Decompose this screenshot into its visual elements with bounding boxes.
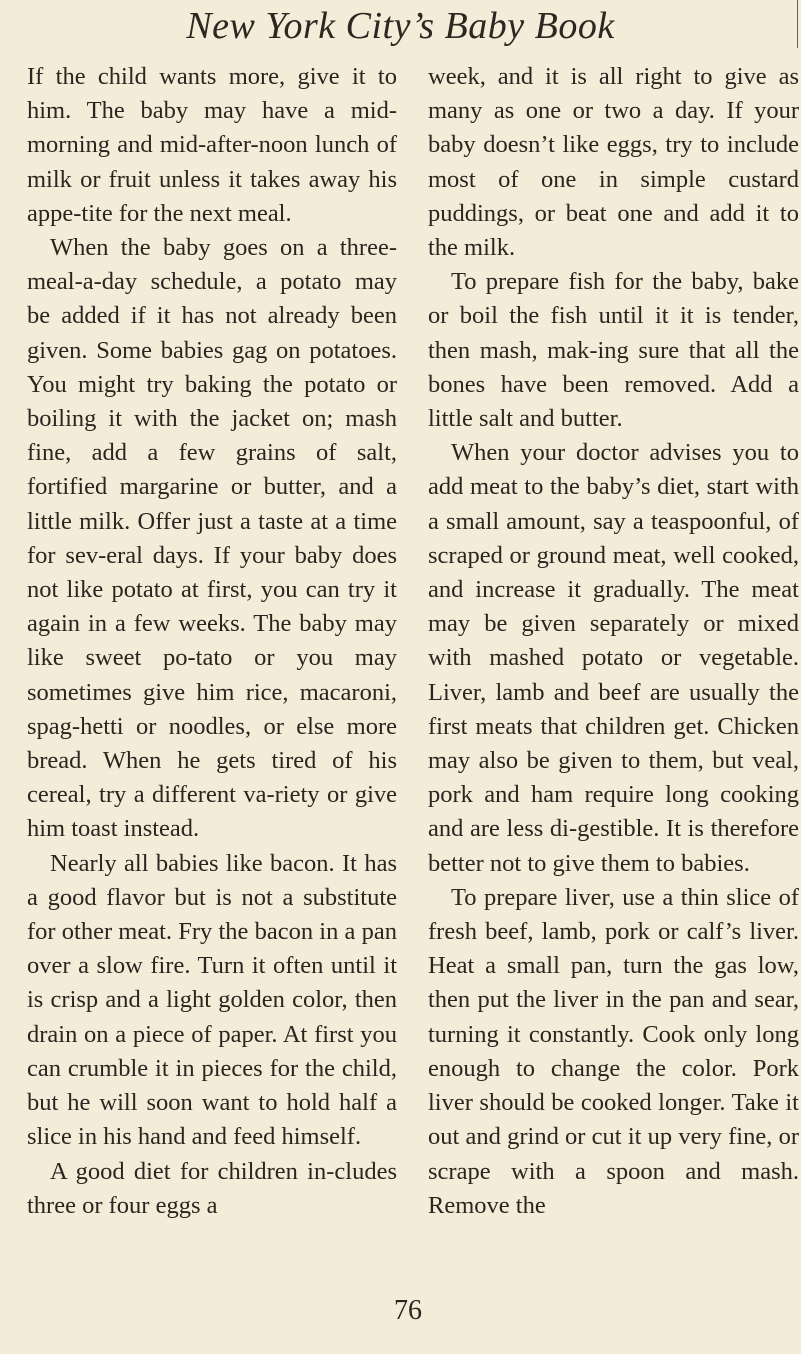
running-header: New York City’s Baby Book: [186, 5, 615, 47]
left-column: [27, 60, 397, 1223]
paragraph: To prepare fish for the baby, bake or boil the fish until it it is tender, then mash, mak-ing sure that all the bones have been removed. Add a little salt and butter.: [428, 268, 799, 433]
paragraph: week, and it is all right to give as many as one or two a day. If your baby doesn’t like eggs, try to include most of one in simple custard puddings, or beat one and add it to the milk.: [428, 63, 799, 262]
paragraph: When the baby goes on a three-meal-a-day schedule, a potato may be added if it has not already been given. Some babies gag on potatoes. You might try baking the potato or boiling it with the jacket on; mash fine, add a few grains of salt, fortified margarine or butter, and a little milk. Offer just a taste at a time for sev-eral days. If your baby does not like potato at first, you can try it again in a few weeks. The baby may like sweet po-tato or you may sometimes give him rice, macaroni, spag-hetti or noodles, or else more bread. When he gets tired of his cereal, try a different va-riety or give him toast instead.: [27, 234, 397, 843]
paragraph: A good diet for children in-cludes three or four eggs a: [27, 1157, 397, 1219]
right-column: [428, 60, 799, 1223]
paragraph: If the child wants more, give it to him. The baby may have a mid-morning and mid-after-noon lunch of milk or fruit unless it takes away his appe-tite for the next meal.: [27, 63, 397, 227]
page-edge-line: [797, 0, 798, 48]
paragraph: To prepare liver, use a thin slice of fresh beef, lamb, pork or calf’s liver. Heat a small pan, turn the gas low, then put the liver in the pan and sear, turning it constantly. Cook only long enough to change the color. Pork liver should be cooked longer. Take it out and grind or cut it up very fine, or scrape with a spoon and mash. Remove the: [428, 883, 799, 1219]
page-number: 76: [394, 1295, 422, 1326]
paragraph: Nearly all babies like bacon. It has a good flavor but is not a substitute for other meat. Fry the bacon in a pan over a slow fire. Turn it often until it is crisp and a light golden color, then drain on a piece of paper. At first you can crumble it in pieces for the child, but he will soon want to hold half a slice in his hand and feed himself.: [27, 849, 397, 1151]
paragraph: When your doctor advises you to add meat to the baby’s diet, start with a small amount, say a teaspoonful, of scraped or ground meat, well cooked, and increase it gradually. The meat may be given separately or mixed with mashed potato or vegetable. Liver, lamb and beef are usually the first meats that children get. Chicken may also be given to them, but veal, pork and ham require long cooking and are less di-gestible. It is therefore better not to give them to babies.: [428, 439, 799, 877]
